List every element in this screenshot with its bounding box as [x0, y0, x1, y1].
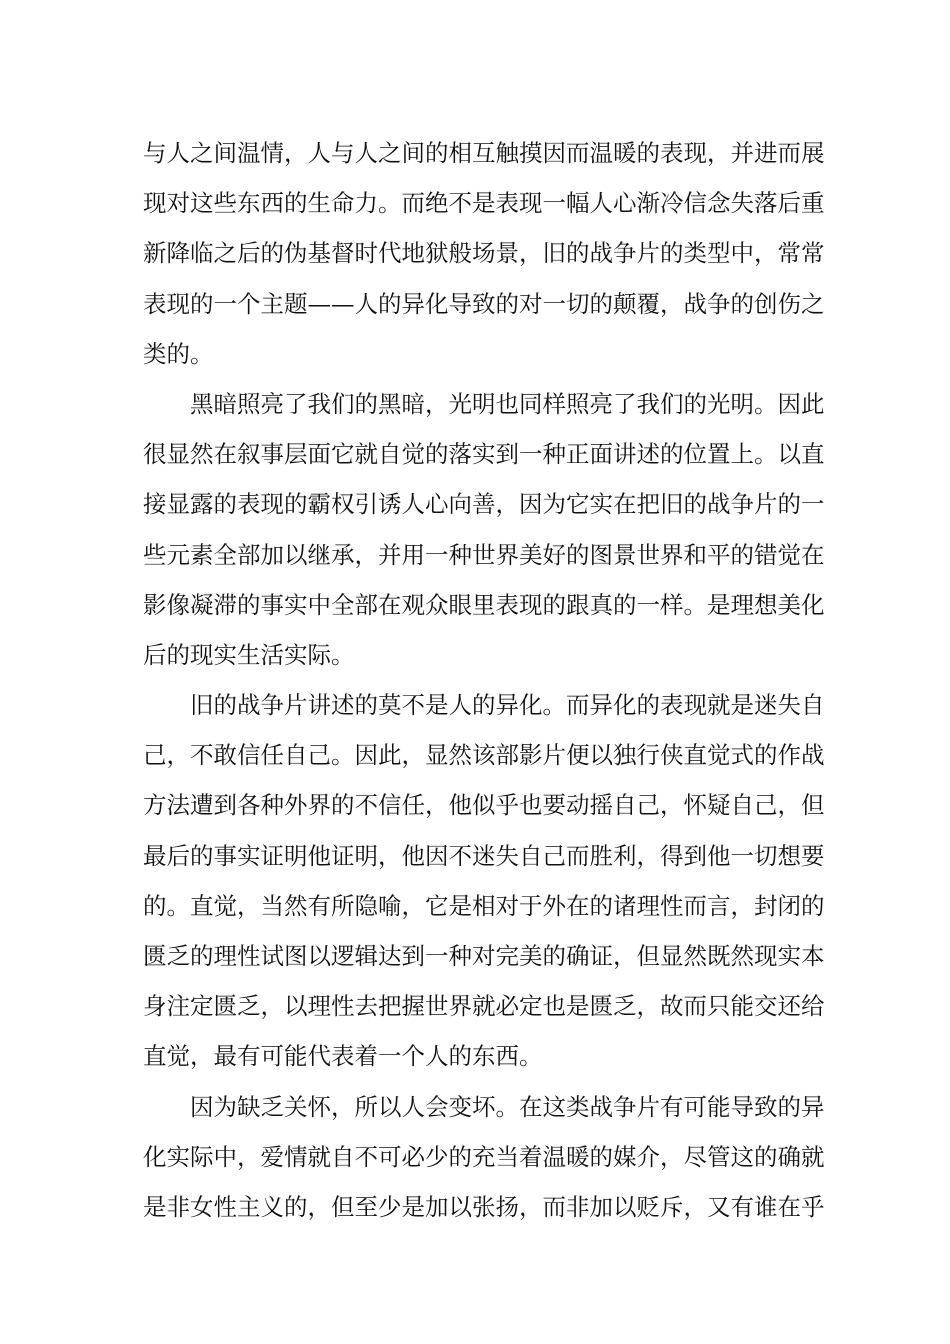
text-line: 影像凝滞的事实中全部在观众眼里表现的跟真的一样。是理想美化	[143, 590, 825, 619]
text-line: 最后的事实证明他证明，他因不迷失自己而胜利，得到他一切想要	[143, 841, 825, 870]
text-line: 因为缺乏关怀，所以人会变坏。在这类战争片有可能导致的异	[190, 1092, 825, 1121]
paragraph	[143, 128, 825, 379]
text-line: 是非女性主义的，但至少是加以张扬，而非加以贬斥，又有谁在乎	[143, 1192, 825, 1221]
text-line: 接显露的表现的霸权引诱人心向善，因为它实在把旧的战争片的一	[143, 490, 825, 519]
text-line: 匮乏的理性试图以逻辑达到一种对完美的确证，但显然既然现实本	[143, 942, 825, 970]
text-line: 与人之间温情，人与人之间的相互触摸因而温暖的表现，并进而展	[143, 139, 825, 167]
text-line: 些元素全部加以继承，并用一种世界美好的图景世界和平的错觉在	[143, 540, 825, 569]
text-line: 旧的战争片讲述的莫不是人的异化。而异化的表现就是迷失自	[190, 691, 825, 720]
text-line: 类的。	[143, 339, 214, 368]
text-line: 表现的一个主题——人的异化导致的对一切的颠覆，战争的创伤之	[143, 289, 825, 318]
text-line: 直觉，最有可能代表着一个人的东西。	[143, 1042, 543, 1071]
text-line: 方法遭到各种外界的不信任，他似乎也要动摇自己，怀疑自己，但	[143, 791, 825, 820]
text-line: 身注定匮乏，以理性去把握世界就必定也是匮乏，故而只能交还给	[143, 992, 825, 1021]
text-line: 化实际中，爱情就自不可必少的充当着温暖的媒介，尽管这的确就	[143, 1142, 825, 1171]
text-line: 现对这些东西的生命力。而绝不是表现一幅人心渐冷信念失落后重	[143, 189, 825, 218]
text-line: 新降临之后的伪基督时代地狱般场景，旧的战争片的类型中，常常	[143, 239, 825, 268]
paragraph	[143, 1082, 825, 1233]
text-line: 后的现实生活实际。	[143, 640, 355, 669]
paragraph	[143, 379, 825, 680]
text-line: 黑暗照亮了我们的黑暗，光明也同样照亮了我们的光明。因此	[190, 389, 825, 418]
text-line: 己，不敢信任自己。因此，显然该部影片便以独行侠直觉式的作战	[143, 741, 825, 770]
text-line: 的。直觉，当然有所隐喻，它是相对于外在的诸理性而言，封闭的	[143, 891, 825, 920]
body-text	[143, 128, 825, 1232]
paragraph	[143, 680, 825, 1082]
text-line: 很显然在叙事层面它就自觉的落实到一种正面讲述的位置上。以直	[143, 440, 825, 469]
